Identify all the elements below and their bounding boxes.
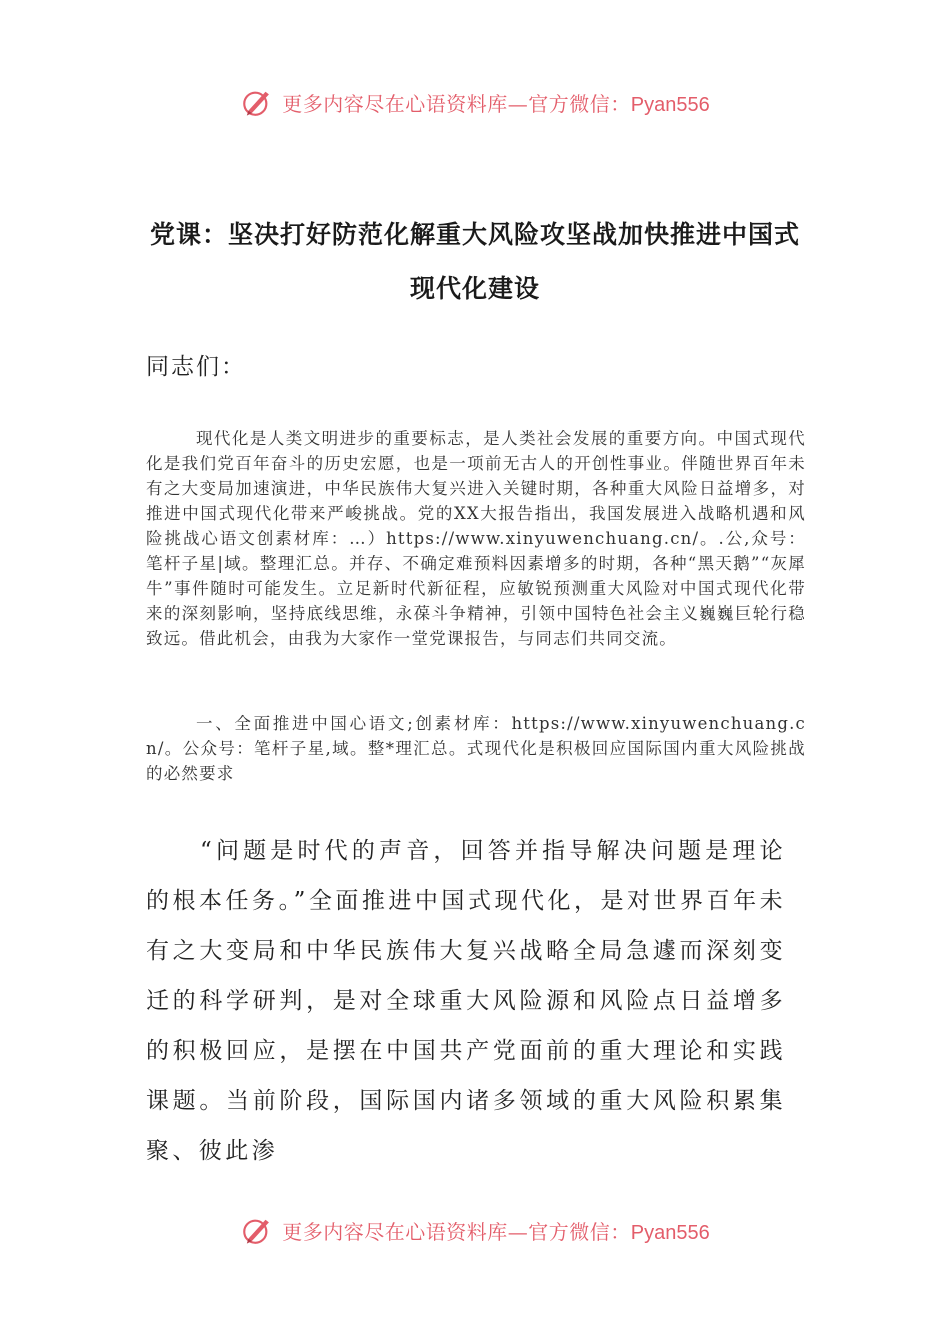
pen-logo-icon <box>240 1213 274 1247</box>
section-heading-1: 一、全面推进中国心语文;创素材库：https://www.xinyuwenchuang.cn/。公众号：笔杆子星,域。整*理汇总。式现代化是积极回应国际国内重大风险挑战的必然要求 <box>146 714 806 783</box>
footer-banner <box>0 1210 950 1250</box>
title-line-1: 党课：坚决打好防范化解重大风险攻坚战加快推进中国式 <box>149 220 800 249</box>
title-line-2: 现代化建设 <box>409 274 540 303</box>
document-title <box>120 208 830 316</box>
banner-slogan: 更多内容尽在心语资料库—官方微信： <box>282 91 631 116</box>
banner-wechat-id: Pyan556 <box>630 93 710 116</box>
paragraph-body: “问题是时代的声音，回答并指导解决问题是理论的根本任务。”全面推进中国式现代化，是对世界百年未有之大变局和中华民族伟大复兴战略全局急遽而深刻变迁的科学研判，是对全球重大风险源和风险点日益增多的积极回应，是摆在中国共产党面前的重大理论和实践课题。当前阶段，国际国内诸多领域的重大风险积累集聚、彼此渗 <box>146 838 786 1164</box>
greeting: 同志们： <box>146 354 246 380</box>
banner-text <box>282 88 709 117</box>
banner-text <box>282 1216 709 1245</box>
banner-slogan: 更多内容尽在心语资料库—官方微信： <box>282 1219 631 1244</box>
banner-wechat-id: Pyan556 <box>630 1221 710 1244</box>
header-banner <box>0 82 950 122</box>
paragraph-intro: 现代化是人类文明进步的重要标志，是人类社会发展的重要方向。中国式现代化是我们党百年奋斗的历史宏愿，也是一项前无古人的开创性事业。伴随世界百年未有之大变局加速演进，中华民族伟大复兴进入关键时期，各种重大风险日益增多，对推进中国式现代化带来严峻挑战。党的XX大报告指出，我国发展进入战略机遇和风险挑战心语文创素材库：…）https://www.xinyuwenchuang.cn/。.公,众号：笔杆子星|域。整理汇总。并存、不确定难预料因素增多的时期，各种“黑天鹅”“灰犀牛”事件随时可能发生。立足新时代新征程，应敏锐预测重大风险对中国式现代化带来的深刻影响，坚持底线思维，永葆斗争精神，引领中国特色社会主义巍巍巨轮行稳致远。借此机会，由我为大家作一堂党课报告，与同志们共同交流。 <box>146 429 806 648</box>
pen-logo-icon <box>240 85 274 119</box>
